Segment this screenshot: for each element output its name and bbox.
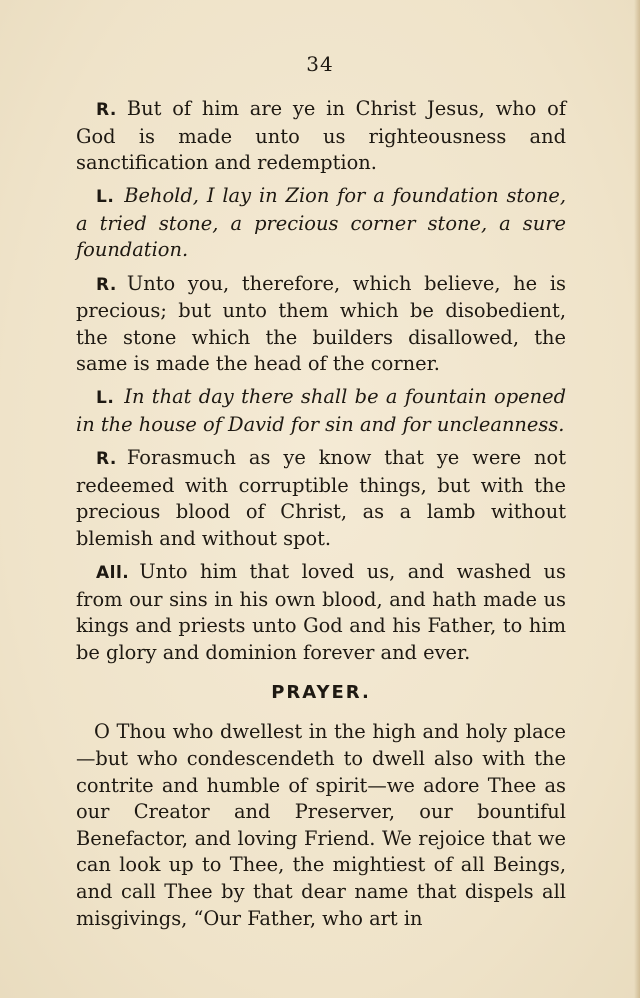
response-paragraph [76,559,566,666]
response-text: Forasmuch as ye know that ye were not redeemed with corruptible things, but with the precious blood of Christ, as a lamb without blemish and without spot. [76,446,566,550]
page-number: 34 [306,52,334,76]
response-paragraph [76,271,566,378]
response-paragraph [76,384,566,438]
response-text: In that day there shall be a fountain opened in the house of David for sin and for uncleanness. [76,385,566,437]
liturgy-text [76,96,566,939]
page-edge-shadow [634,0,640,998]
speaker-label: R. [96,274,117,295]
response-text: Behold, I lay in Zion for a foundation stone, a tried stone, a precious corner stone, a sure foundation. [76,184,566,262]
prayer-paragraph: O Thou who dwellest in the high and holy place—but who condescendeth to dwell also with the contrite and humble of spirit—we adore Thee as our Creator and Preserver, our bountiful Benefactor, and loving Friend. We rejoice that we can look up to Thee, the mightiest of all Beings, and call Thee by that dear name that dispels all misgivings, “Our Father, who art in [76,720,566,930]
response-text: Unto him that loved us, and washed us from our sins in his own blood, and hath made us kings and priests unto God and his Father, to him be glory and dominion forever and ever. [76,560,566,664]
speaker-label: L. [96,388,115,409]
response-text: Unto you, therefore, which believe, he is precious; but unto them which be disobedient, the stone which the builders disallowed, the same is made the head of the corner. [76,271,566,376]
prayer-heading: PRAYER. [271,682,371,704]
speaker-label: L. [96,187,115,208]
response-paragraph [76,96,566,177]
response-paragraph [76,445,566,552]
response-text: But of him are ye in Christ Jesus, who of God is made unto us righteousness and sanctification and redemption. [76,97,566,175]
speaker-label: R. [96,449,117,470]
response-paragraph [76,183,566,264]
speaker-label: All. [96,563,130,583]
speaker-label: R. [96,100,117,120]
